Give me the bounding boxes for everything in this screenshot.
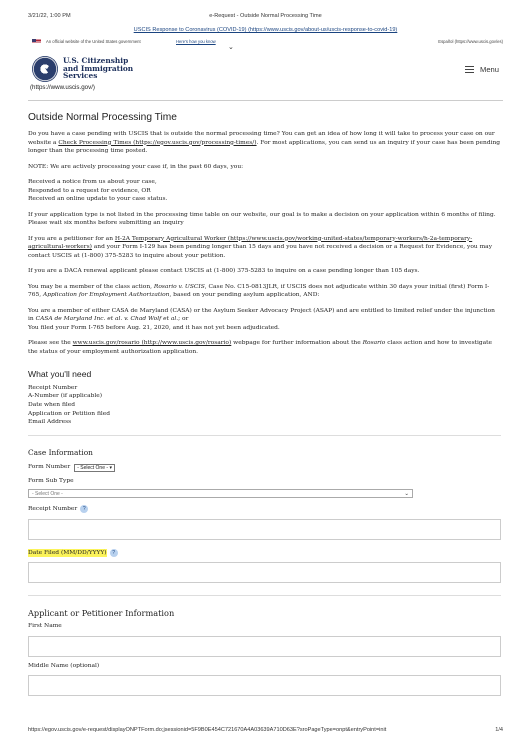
need-item: Application or Petition filed	[28, 410, 111, 417]
intro-paragraph: Do you have a case pending with USCIS that is outside the normal processing time? You can get an idea of how long it will take to process your case on our website a Check Processing Times (https://egov.uscis.gov/processing-times/). For most applications, you can send us an inquiry if your case has been pending longer than the processing time posted.	[28, 131, 501, 155]
need-item: Email Address	[28, 419, 72, 426]
how-you-know-link[interactable]: Here's how you know	[176, 39, 216, 44]
hamburger-icon	[465, 66, 474, 73]
see-rosario-paragraph: Please see the www.uscis.gov/rosario (http://www.uscis.gov/rosario) webpage for further information about the Rosario class action and how to investigate the status of your employment authorization application.	[28, 340, 493, 356]
form-subtype-select[interactable]: - Select One - ⌄	[28, 489, 413, 498]
note-item: Received an online update to your case status.	[28, 196, 168, 203]
print-header	[28, 13, 503, 23]
menu-button[interactable]	[465, 65, 499, 74]
form-number-select[interactable]: - Select One - ▾	[74, 464, 115, 472]
date-filed-label: Date Filed (MM/DD/YYYY)	[28, 549, 107, 556]
date-filed-label-row	[28, 549, 501, 558]
menu-label: Menu	[480, 65, 499, 74]
receipt-number-input[interactable]	[28, 519, 501, 540]
processing-times-link[interactable]: Check Processing Times (https://egov.uscis.gov/processing-times/)	[58, 139, 257, 146]
print-page-number: 1/4	[495, 727, 503, 733]
date-filed-input[interactable]	[28, 562, 501, 583]
home-link[interactable]: (https://www.uscis.gov/)	[30, 84, 95, 91]
h2a-paragraph: If you are a petitioner for an H-2A Temporary Agricultural Worker (https://www.uscis.gov/working-united-states/temporary-workers/h-2a-temporary-agricultural-workers) and your Form I-129 has been pending longer than 15 days and you have not received a decision or a Request for Evidence, you may contact USCIS at (1-800) 375-5283 to inquire about your petition.	[28, 235, 493, 260]
middle-name-input[interactable]	[28, 675, 501, 696]
chevron-down-icon: ⌄	[404, 490, 409, 497]
help-icon[interactable]: ?	[80, 505, 88, 513]
section-divider	[28, 435, 501, 436]
print-footer	[28, 727, 503, 735]
form-number-label: Form Number	[28, 464, 71, 471]
espanol-link[interactable]: Español (https://www.uscis.gov/es)	[438, 39, 503, 44]
case-info-heading: Case Information	[28, 447, 93, 457]
receipt-number-label-row	[28, 505, 501, 514]
need-list	[28, 384, 501, 427]
note-paragraph: NOTE: We are actively processing your case if, in the past 60 days, you:	[28, 163, 244, 170]
print-datetime: 3/21/22, 1:00 PM	[28, 13, 71, 19]
need-heading: What you'll need	[28, 368, 92, 379]
print-url: https://egov.uscis.gov/e-request/displayONPTForm.do;jsessionid=5F9B0E454C721670A4A03639A710D63E?sroPageType=onpt&entryPoint=init	[28, 727, 387, 733]
casa-paragraph: You are a member of either CASA de Maryland (CASA) or the Asylum Seeker Advocacy Project (ASAP) and are entitled to limited relief under the injunction in CASA de Maryland Inc. et al. v. Chad Wolf et al.; or You filed your Form I-765 before Aug. 21, 2020, and it has not yet been adjudicated.	[28, 307, 495, 332]
applicant-heading: Applicant or Petitioner Information	[28, 608, 175, 619]
rosario-paragraph: You may be a member of the class action, Rosario v. USCIS, Case No. C15-0813JLR, if USCIS does not adjudicate within 30 days your initial (first) Form I-765, Application for Employment Authorization, based on your pending asylum application, AND:	[28, 283, 490, 299]
site-header	[28, 55, 503, 95]
chevron-down-icon[interactable]: ⌄	[228, 44, 234, 51]
rosario-link[interactable]: www.uscis.gov/rosario (http://www.uscis.gov/rosario)	[72, 340, 232, 347]
agency-name[interactable]	[63, 57, 133, 80]
agency-line: and Immigration	[63, 63, 134, 73]
h2a-link[interactable]: H-2A Temporary Agricultural Worker (https://www.uscis.gov/working-united-states/temporary-workers/h-2a-temporary-agricultural-workers)	[28, 235, 473, 251]
first-name-input[interactable]	[28, 636, 501, 657]
middle-name-label: Middle Name (optional)	[28, 662, 100, 669]
need-item: Date when filed	[28, 402, 76, 408]
header-divider	[28, 100, 503, 101]
section-divider	[28, 595, 501, 596]
help-icon[interactable]: ?	[110, 549, 118, 557]
note-list	[28, 178, 501, 204]
agency-line: Services	[63, 71, 98, 81]
form-subtype-label: Form Sub Type	[28, 478, 74, 485]
page-title: Outside Normal Processing Time	[28, 112, 177, 123]
print-title: e-Request - Outside Normal Processing Time	[209, 13, 322, 19]
not-listed-paragraph: If your application type is not listed in the processing time table on our website, our goal is to make a decision on your application within 6 months of filing. Please wait six months before submitting an inquiry	[28, 211, 496, 227]
official-site-text: An official website of the United States government	[46, 39, 141, 44]
dhs-seal-icon[interactable]	[32, 56, 58, 82]
agency-line: U.S. Citizenship	[63, 56, 129, 65]
first-name-label: First Name	[28, 623, 62, 629]
covid-banner-link[interactable]: USCIS Response to Coronavirus (COVID-19) (https://www.uscis.gov/about-us/uscis-response-to-covid-19)	[133, 27, 398, 33]
us-flag-icon	[32, 39, 41, 44]
receipt-number-label: Receipt Number	[28, 505, 78, 512]
form-number-row	[28, 463, 501, 472]
note-item: Received a notice from us about your case,	[28, 179, 157, 185]
need-item: Receipt Number	[28, 384, 78, 391]
gov-banner	[28, 38, 503, 51]
daca-paragraph: If you are a DACA renewal applicant please contact USCIS at (1-800) 375-5283 to inquire on a case pending longer than 105 days.	[28, 268, 420, 275]
need-item: A-Number (if applicable)	[28, 393, 103, 400]
main-content	[28, 110, 501, 696]
note-item: Responded to a request for evidence, OR	[28, 187, 151, 194]
